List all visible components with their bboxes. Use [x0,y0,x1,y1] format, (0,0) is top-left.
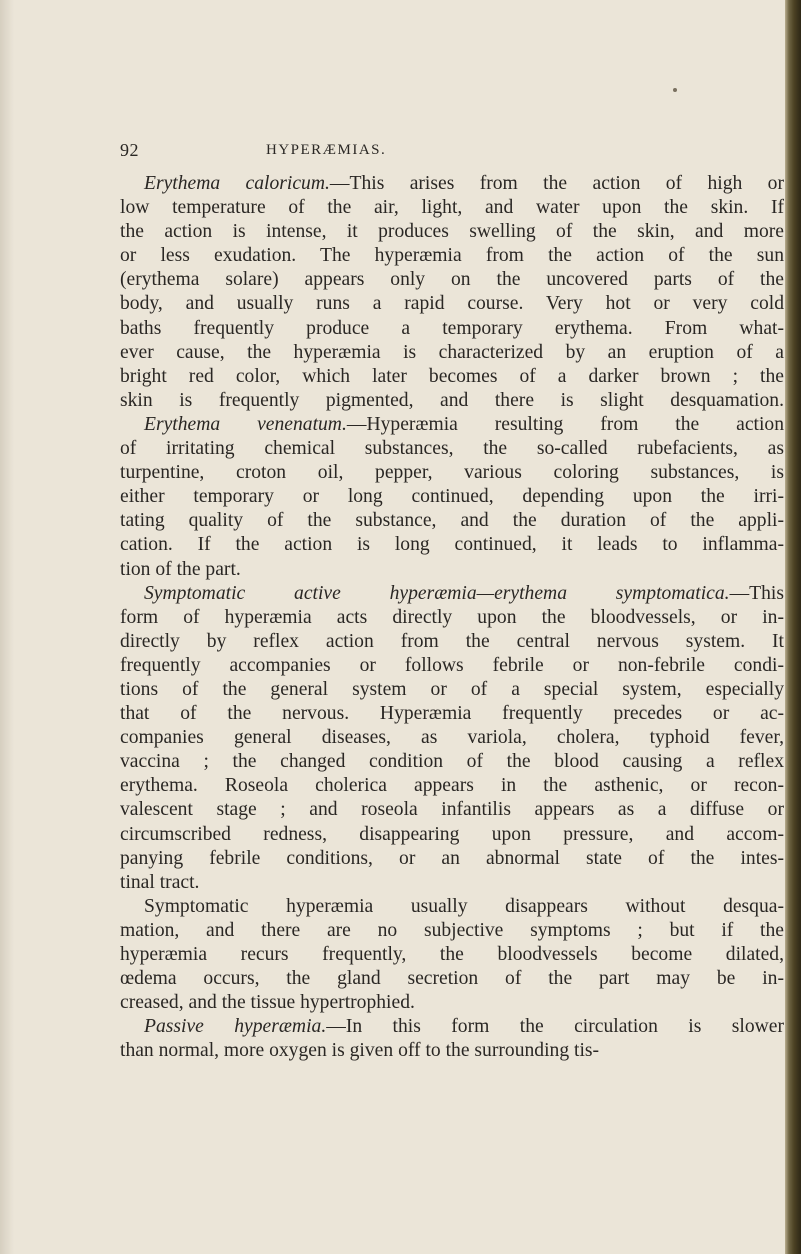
line-text: low temperature of the air, light, and water upon the skin. If [120,197,784,219]
line-text: —Hyperæmia resulting from the action [346,413,784,435]
line-text: creased, and the tissue hypertrophied. [120,992,415,1014]
text-line [120,774,784,798]
paper-speck [673,88,677,92]
line-text: baths frequently produce a temporary erythema. From what- [120,317,784,339]
line-text: or less exudation. The hyperæmia from the action of the sun [120,245,784,267]
page-number: 92 [120,140,139,160]
gutter-shadow [0,0,14,1254]
text-line [120,750,784,774]
text-line [120,895,784,919]
text-line [120,967,784,991]
line-text: body, and usually runs a rapid course. Very hot or very cold [120,293,784,315]
line-text: than normal, more oxygen is given off to the surrounding tis- [120,1040,600,1062]
line-text: tion of the part. [120,558,241,580]
line-text: —This [729,582,784,604]
body-text [120,172,784,1063]
text-line [120,943,784,967]
text-line [120,871,784,895]
text-line [120,437,784,461]
text-line [120,847,784,871]
line-text: panying febrile conditions, or an abnormal state of the intes- [120,847,784,869]
line-text: —In this form the circulation is slower [326,1016,784,1038]
text-line [120,317,784,341]
line-text: œdema occurs, the gland secretion of the part may be in- [120,968,784,990]
text-line [120,606,784,630]
text-line [120,726,784,750]
text-line [120,630,784,654]
text-line [120,533,784,557]
line-text: (erythema solare) appears only on the uncovered parts of the [120,269,784,291]
line-text: of irritating chemical substances, the so-called rubefacients, as [120,438,784,460]
line-text: either temporary or long continued, depending upon the irri- [120,486,784,508]
line-text: tating quality of the substance, and the duration of the appli- [120,510,784,532]
line-text: turpentine, croton oil, pepper, various coloring substances, is [120,462,784,484]
text-line [120,582,784,606]
line-text: bright red color, which later becomes of a darker brown ; the [120,365,784,387]
text-line [120,702,784,726]
text-line [120,461,784,485]
text-line [120,172,784,196]
line-text: Symptomatic hyperæmia usually disappears without desqua- [144,895,784,917]
text-line [120,365,784,389]
line-text: directly by reflex action from the central nervous system. It [120,630,784,652]
line-text: companies general diseases, as variola, cholera, typhoid fever, [120,727,784,749]
line-text: tions of the general system or of a special system, especially [120,678,784,700]
line-text: frequently accompanies or follows febrile or non-febrile condi- [120,654,784,676]
italic-heading: Erythema caloricum. [144,173,330,194]
text-line [120,1039,784,1063]
line-text: —This arises from the action of high or [329,173,784,194]
text-line [120,678,784,702]
line-text: hyperæmia recurs frequently, the bloodvessels become dilated, [120,944,784,965]
line-text: form of hyperæmia acts directly upon the bloodvessels, or in- [120,606,784,628]
text-line [120,919,784,943]
line-text: cation. If the action is long continued, it leads to inflamma- [120,534,784,556]
text-line [120,220,784,244]
text-line [120,341,784,365]
italic-heading: Symptomatic active hyperæmia—erythema symptomatica. [144,582,730,604]
text-line [120,798,784,822]
text-line [120,991,784,1015]
line-text: circumscribed redness, disappearing upon pressure, and accom- [120,823,784,845]
text-line [120,389,784,413]
binding-edge [785,0,801,1254]
line-text: that of the nervous. Hyperæmia frequently precedes or ac- [120,703,784,725]
italic-heading: Passive hyperæmia. [144,1016,327,1038]
italic-heading: Erythema venenatum. [144,413,347,435]
text-line [120,509,784,533]
text-line [120,558,784,582]
line-text: valescent stage ; and roseola infantilis appears as a diffuse or [120,799,784,821]
text-line [120,292,784,316]
text-line [120,654,784,678]
text-line [120,485,784,509]
text-line [120,268,784,292]
running-head: HYPERÆMIAS. [266,142,387,158]
line-text: vaccina ; the changed condition of the blood causing a reflex [120,751,784,773]
page-header [120,140,780,164]
text-line [120,244,784,268]
line-text: mation, and there are no subjective symptoms ; but if the [120,919,784,941]
text-line [120,1015,784,1039]
text-line [120,196,784,220]
text-line [120,823,784,847]
line-text: ever cause, the hyperæmia is characterized by an eruption of a [120,341,784,363]
line-text: erythema. Roseola cholerica appears in the asthenic, or recon- [120,775,784,797]
line-text: the action is intense, it produces swelling of the skin, and more [120,221,784,243]
line-text: skin is frequently pigmented, and there is slight desquamation. [120,389,784,411]
line-text: tinal tract. [120,871,200,893]
text-line [120,413,784,437]
